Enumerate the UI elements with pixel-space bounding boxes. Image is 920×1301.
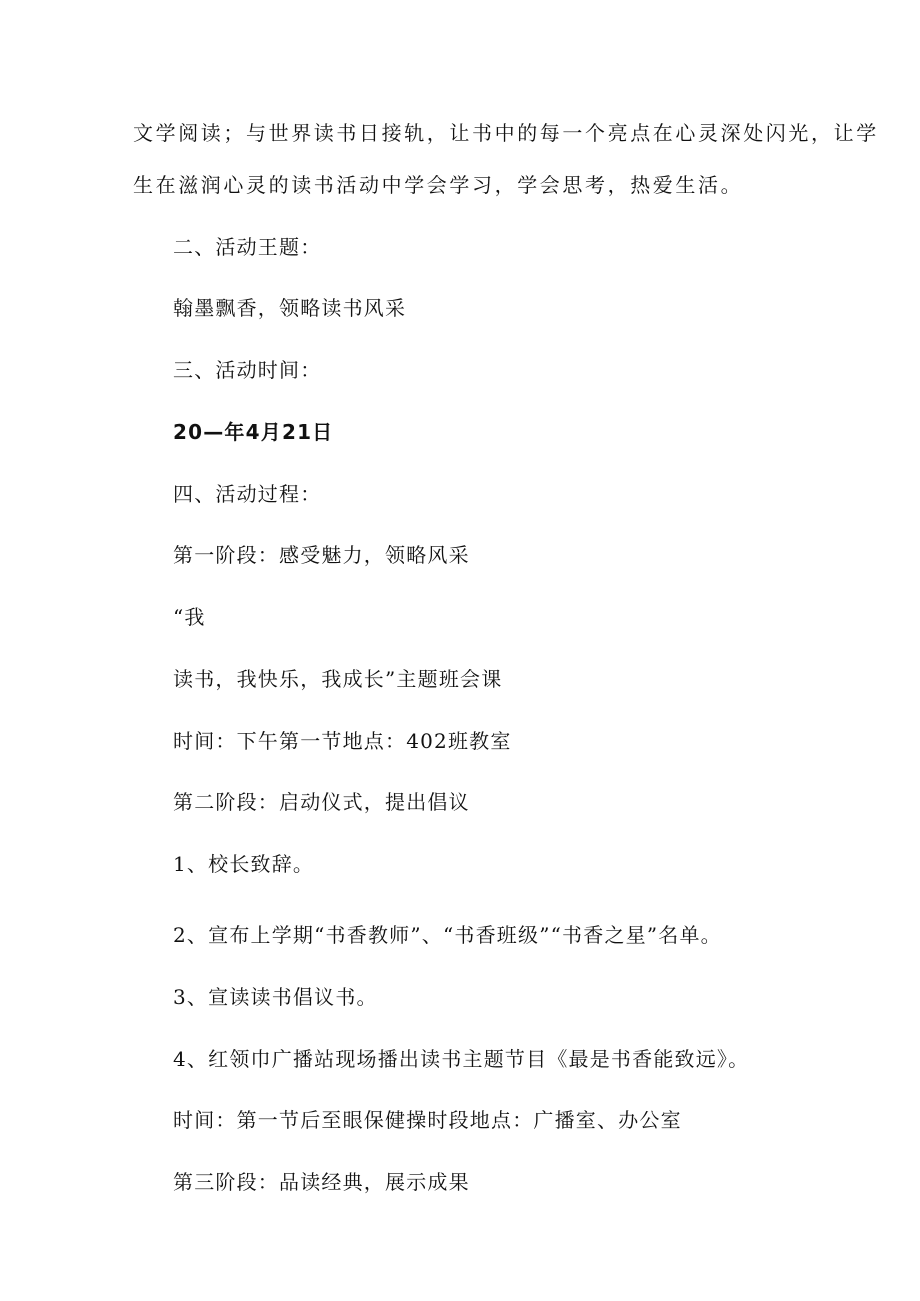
section-heading: 二、活动王题： bbox=[173, 235, 322, 259]
paragraph-line: 时间：第一节后至眼保健操时段地点：广播室、办公室 bbox=[173, 1108, 682, 1132]
paragraph-line: 20—年4月21日 bbox=[173, 420, 334, 444]
paragraph-line: “我 bbox=[173, 605, 206, 629]
paragraph-line: 生在滋润心灵的读书活动中学会学习，学会思考，热爱生活。 bbox=[133, 173, 744, 197]
list-item: 4、红领巾广播站现场播出读书主题节目《最是书香能致远》。 bbox=[173, 1047, 750, 1071]
paragraph-line: 第二阶段：启动仪式，提出倡议 bbox=[173, 790, 470, 814]
paragraph-line: 时间：下午第一节地点：402班教室 bbox=[173, 729, 512, 753]
list-item: 2、宣布上学期“书香教师”、“书香班级”“书香之星”名单。 bbox=[173, 923, 722, 947]
list-item: 1、校长致辞。 bbox=[173, 852, 315, 876]
section-heading: 三、活动时间： bbox=[173, 358, 322, 382]
section-heading: 四、活动过程： bbox=[173, 482, 322, 506]
paragraph-line: 翰墨飘香，领略读书风采 bbox=[173, 296, 407, 320]
list-item: 3、宣读读书倡议书。 bbox=[173, 985, 378, 1009]
paragraph-line: 文学阅读；与世界读书日接轨，让书中的每一个亮点在心灵深处闪光，让学 bbox=[133, 121, 879, 145]
paragraph-line: 读书，我快乐，我成长”主题班会课 bbox=[173, 667, 503, 691]
paragraph-line: 第三阶段：品读经典，展示成果 bbox=[173, 1170, 470, 1194]
paragraph-line: 第一阶段：感受魅力，领略风采 bbox=[173, 543, 470, 567]
